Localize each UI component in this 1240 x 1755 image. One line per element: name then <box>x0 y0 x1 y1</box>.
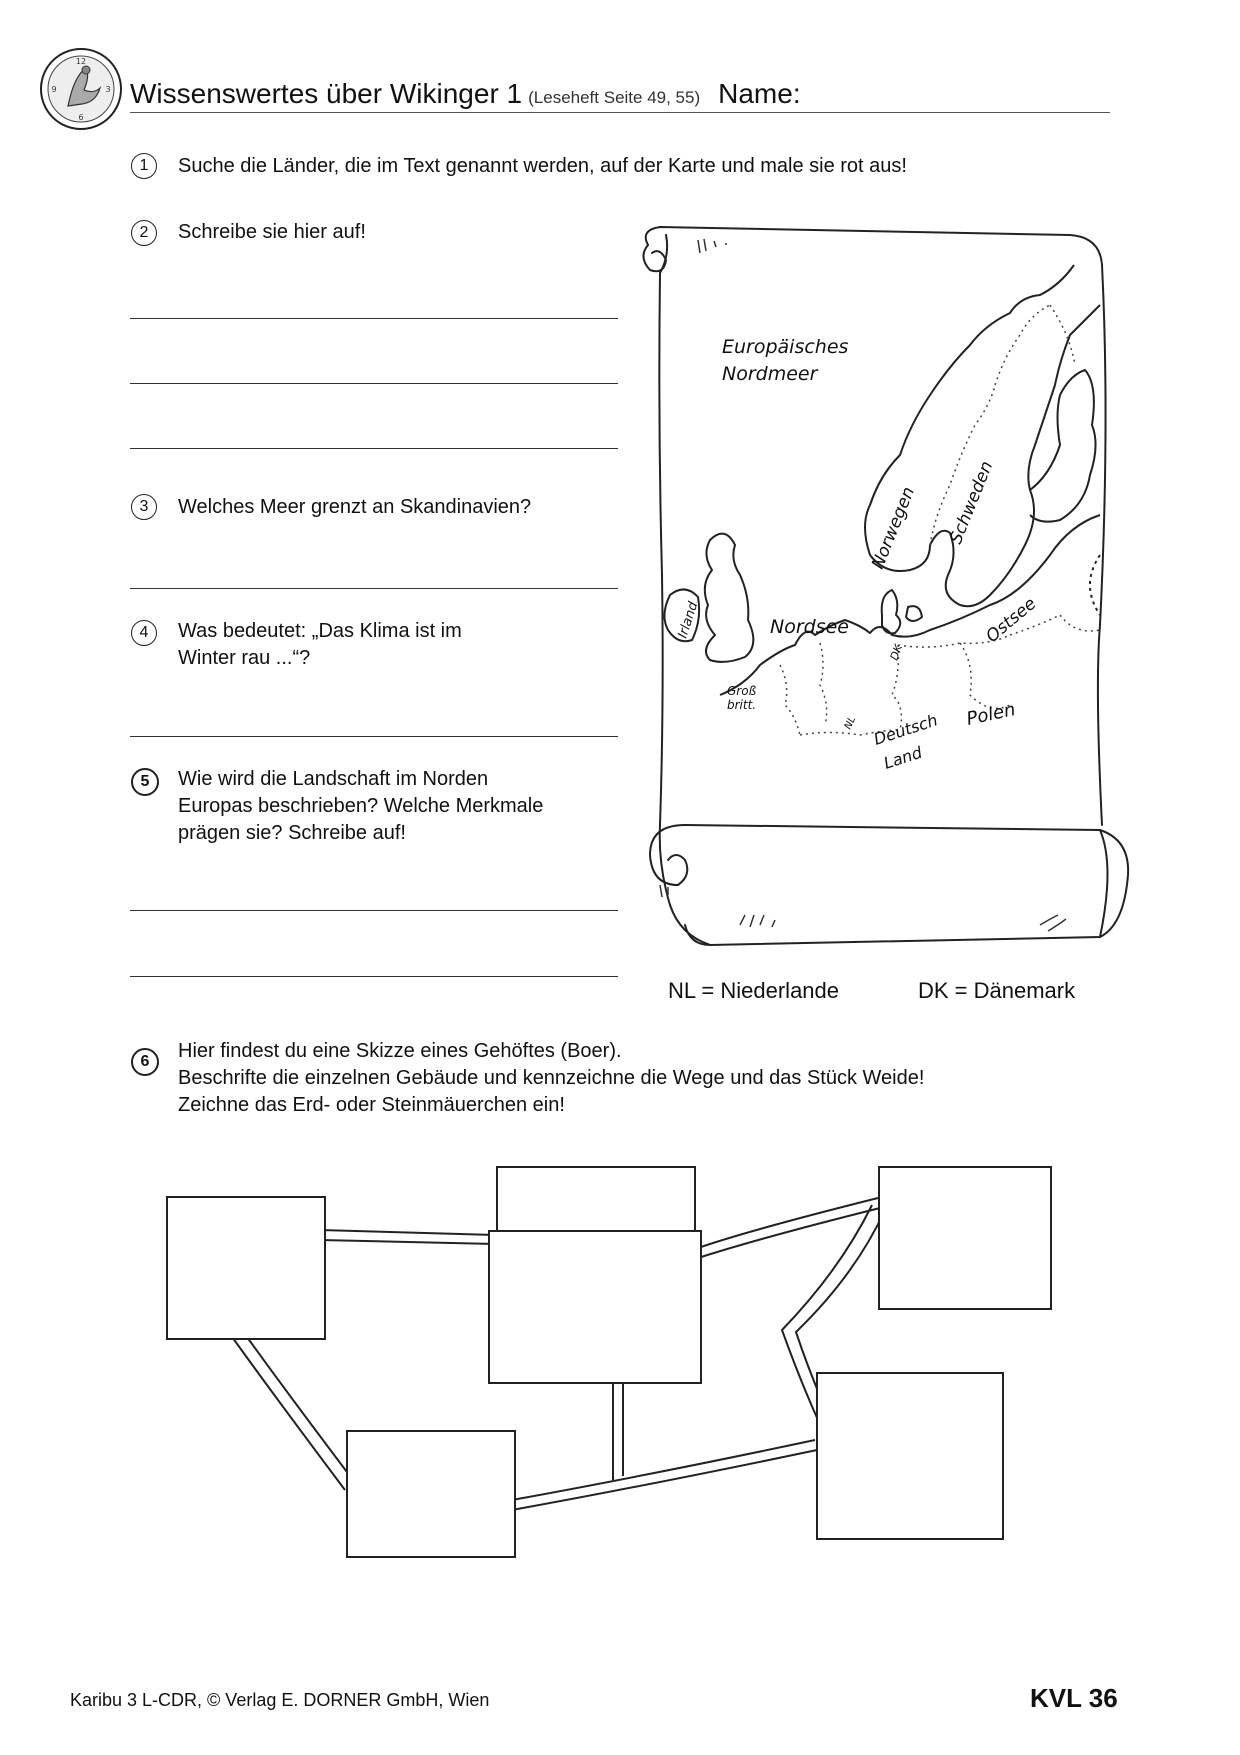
footer-page-code: KVL 36 <box>1030 1683 1118 1713</box>
map-label-baltic-sea: Ostsee <box>982 593 1041 647</box>
svg-text:3: 3 <box>105 85 111 94</box>
map-label-ireland: Irland <box>675 600 702 641</box>
question-number-4: 4 <box>131 620 157 646</box>
building-left[interactable] <box>166 1196 326 1340</box>
map-label-great-britain-1: Groß <box>727 684 757 698</box>
svg-text:9: 9 <box>51 85 57 94</box>
map-label-norway: Norwegen <box>868 484 920 572</box>
publisher-logo-clock <box>38 46 124 132</box>
map-label-great-britain-2: britt. <box>727 698 757 712</box>
building-bottom-right[interactable] <box>816 1372 1004 1540</box>
legend-netherlands: NL = Niederlande <box>668 978 840 1003</box>
question-5-text: Wie wird die Landschaft im Norden Europas beschrieben? Welche Merkmale prägen sie? Schreibe auf! <box>178 768 544 844</box>
building-main-back[interactable] <box>496 1166 696 1234</box>
worksheet-title <box>130 78 801 110</box>
question-3-text: Welches Meer grenzt an Skandinavien? <box>178 496 532 518</box>
answer-line[interactable] <box>130 976 618 977</box>
question-1-text: Suche die Länder, die im Text genannt werden, auf der Karte und male sie rot aus! <box>178 155 907 177</box>
answer-line[interactable] <box>130 910 618 911</box>
map-label-netherlands: NL <box>842 714 859 732</box>
title-text: Wissenswertes über Wikinger 1 <box>130 78 523 109</box>
answer-line[interactable] <box>130 588 618 589</box>
svg-text:12: 12 <box>75 57 87 66</box>
question-number-3: 3 <box>131 494 157 520</box>
map-label-germany-1: Deutsch <box>871 710 940 749</box>
question-4-text: Was bedeutet: „Das Klima ist im Winter rau ...“? <box>178 620 462 669</box>
building-main[interactable] <box>488 1230 702 1384</box>
answer-line[interactable] <box>130 448 618 449</box>
map-label-sweden: Schweden <box>946 458 998 547</box>
map-label-north-sea: Nordsee <box>770 616 849 638</box>
map-label-sea-1: Europäisches <box>722 336 849 358</box>
europe-map-scroll <box>630 225 1130 955</box>
question-6-text: Hier findest du eine Skizze eines Gehöftes (Boer). Beschrifte die einzelnen Gebäude und kennzeichne die Wege und das Stück Weide! Zeichne das Erd- oder Steinmäuerchen ein! <box>178 1040 925 1116</box>
question-2-text: Schreibe sie hier auf! <box>178 221 366 243</box>
building-bottom-left[interactable] <box>346 1430 516 1558</box>
question-number-6: 6 <box>131 1048 159 1076</box>
answer-line[interactable] <box>130 383 618 384</box>
map-label-sea-2: Nordmeer <box>722 363 818 385</box>
question-number-1: 1 <box>131 153 157 179</box>
map-label-germany-2: Land <box>881 742 925 773</box>
answer-line[interactable] <box>130 736 618 737</box>
answer-line[interactable] <box>130 318 618 319</box>
header-underline <box>130 112 1110 113</box>
farmstead-sketch <box>150 1150 1070 1590</box>
question-number-5: 5 <box>131 768 159 796</box>
question-number-2: 2 <box>131 220 157 246</box>
building-right-top[interactable] <box>878 1166 1052 1310</box>
svg-text:6: 6 <box>78 113 84 122</box>
map-label-poland: Polen <box>964 699 1018 730</box>
footer-copyright: Karibu 3 L-CDR, © Verlag E. DORNER GmbH, Wien <box>70 1690 490 1710</box>
name-label: Name: <box>718 78 801 109</box>
title-source-reference: (Leseheft Seite 49, 55) <box>528 88 701 107</box>
map-label-denmark: DK <box>887 642 906 663</box>
legend-denmark: DK = Dänemark <box>918 978 1076 1003</box>
